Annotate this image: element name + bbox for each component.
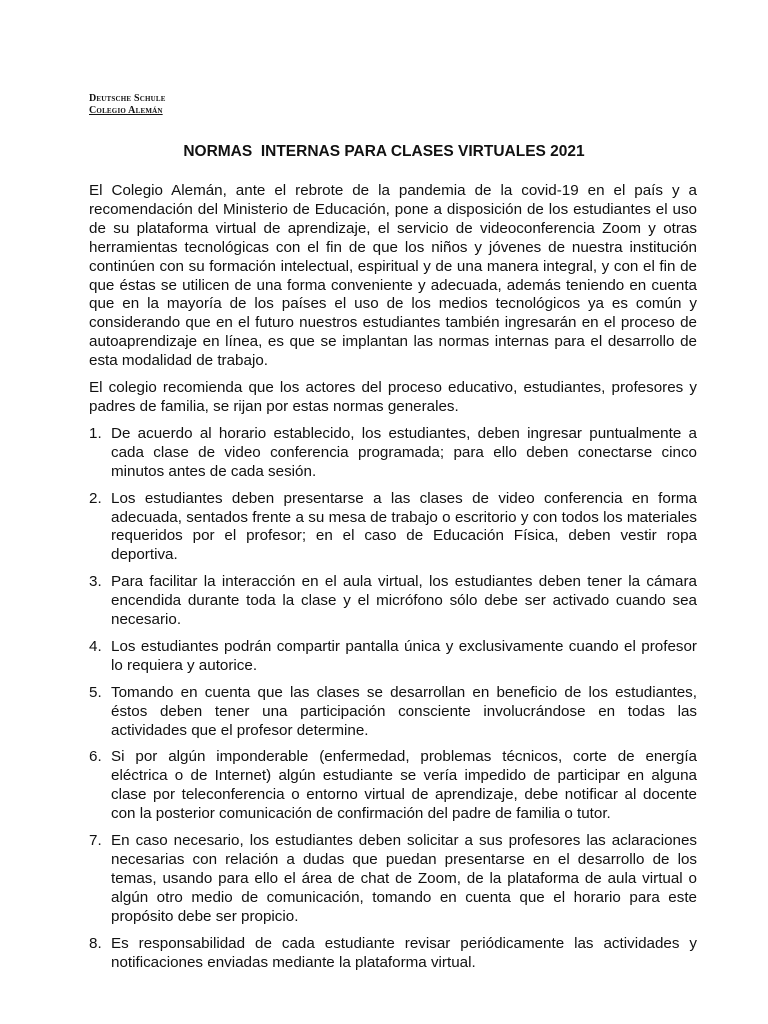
rule-item <box>89 425 697 482</box>
rule-item <box>89 638 697 676</box>
rule-item <box>89 935 697 973</box>
rule-text: De acuerdo al horario establecido, los estudiantes, deben ingresar puntualmente a cada clase de video conferencia programada; para ello deben conectarse cinco minutos antes de cada sesión. <box>111 424 697 480</box>
document-body <box>89 182 697 980</box>
rule-number: 6. <box>89 748 102 766</box>
rule-text: Tomando en cuenta que las clases se desarrollan en beneficio de los estudiantes, éstos deben tener una participación consciente involucrándose en todas las actividades que el profesor determine. <box>111 683 697 739</box>
rule-text: Para facilitar la interacción en el aula virtual, los estudiantes deben tener la cámara encendida durante toda la clase y el micrófono sólo debe ser activado cuando sea necesario. <box>111 573 697 629</box>
rule-number: 4. <box>89 637 102 655</box>
school-header <box>89 93 166 117</box>
school-name-german: Deutsche Schule <box>89 93 166 104</box>
rule-item <box>89 684 697 741</box>
rule-text: En caso necesario, los estudiantes deben solicitar a sus profesores las aclaraciones necesarias con relación a dudas que puedan presentarse en el desarrollo de los temas, usando para ello el área de chat de Zoom, de la plataforma de aula virtual o algún otro medio de comunicación, tomando en cuenta que el horario para este propósito debe ser propicio. <box>111 832 697 925</box>
rule-number: 5. <box>89 683 102 701</box>
rule-item <box>89 490 697 566</box>
school-name-spanish: Colegio Alemán <box>89 105 163 116</box>
rule-number: 1. <box>89 424 102 442</box>
rule-text: Los estudiantes podrán compartir pantalla única y exclusivamente cuando el profesor lo requiera y autorice. <box>111 637 697 674</box>
document-title: NORMAS INTERNAS PARA CLASES VIRTUALES 2021 <box>183 143 585 160</box>
rule-text: Es responsabilidad de cada estudiante revisar periódicamente las actividades y notificaciones enviadas mediante la plataforma virtual. <box>111 934 697 971</box>
rule-item <box>89 573 697 630</box>
rule-text: Los estudiantes deben presentarse a las clases de video conferencia en forma adecuada, sentados frente a su mesa de trabajo o escritorio y con todos los materiales requeridos por el profesor; en el caso de Educación Física, deben vestir ropa deportiva. <box>111 489 697 564</box>
rule-text: Si por algún imponderable (enfermedad, problemas técnicos, corte de energía eléctrica o de Internet) algún estudiante se vería impedido de participar en alguna clase por teleconferencia o entorno virtual de aprendizaje, debe notificar al docente con la posterior comunicación de confirmación del padre de familia o tutor. <box>111 748 697 823</box>
rule-number: 3. <box>89 573 102 591</box>
recommendation-paragraph: El colegio recomienda que los actores del proceso educativo, estudiantes, profesores y padres de familia, se rijan por estas normas generales. <box>89 379 697 415</box>
rule-number: 2. <box>89 489 102 507</box>
rule-item <box>89 832 697 927</box>
intro-paragraph: El Colegio Alemán, ante el rebrote de la pandemia de la covid-19 en el país y a recomendación del Ministerio de Educación, pone a disposición de los estudiantes el uso de su plataforma virtual de aprendizaje, el servicio de videoconferencia Zoom y otras herramientas tecnológicas con el fin de que los niños y jóvenes de nuestra institución continúen con su formación intelectual, espiritual y de una manera integral, y con el fin de que éstas se utilicen de una forma conveniente y adecuada, además teniendo en cuenta que en la mayoría de los países el uso de los medios tecnológicos ya es común y considerando que en el futuro nuestros estudiantes también ingresarán en el proceso de autoaprendizaje en línea, es que se implantan las normas internas para el desarrollo de esta modalidad de trabajo. <box>89 182 697 370</box>
rule-number: 8. <box>89 934 102 952</box>
rules-list <box>89 425 697 973</box>
rule-item <box>89 748 697 824</box>
rule-number: 7. <box>89 832 102 850</box>
